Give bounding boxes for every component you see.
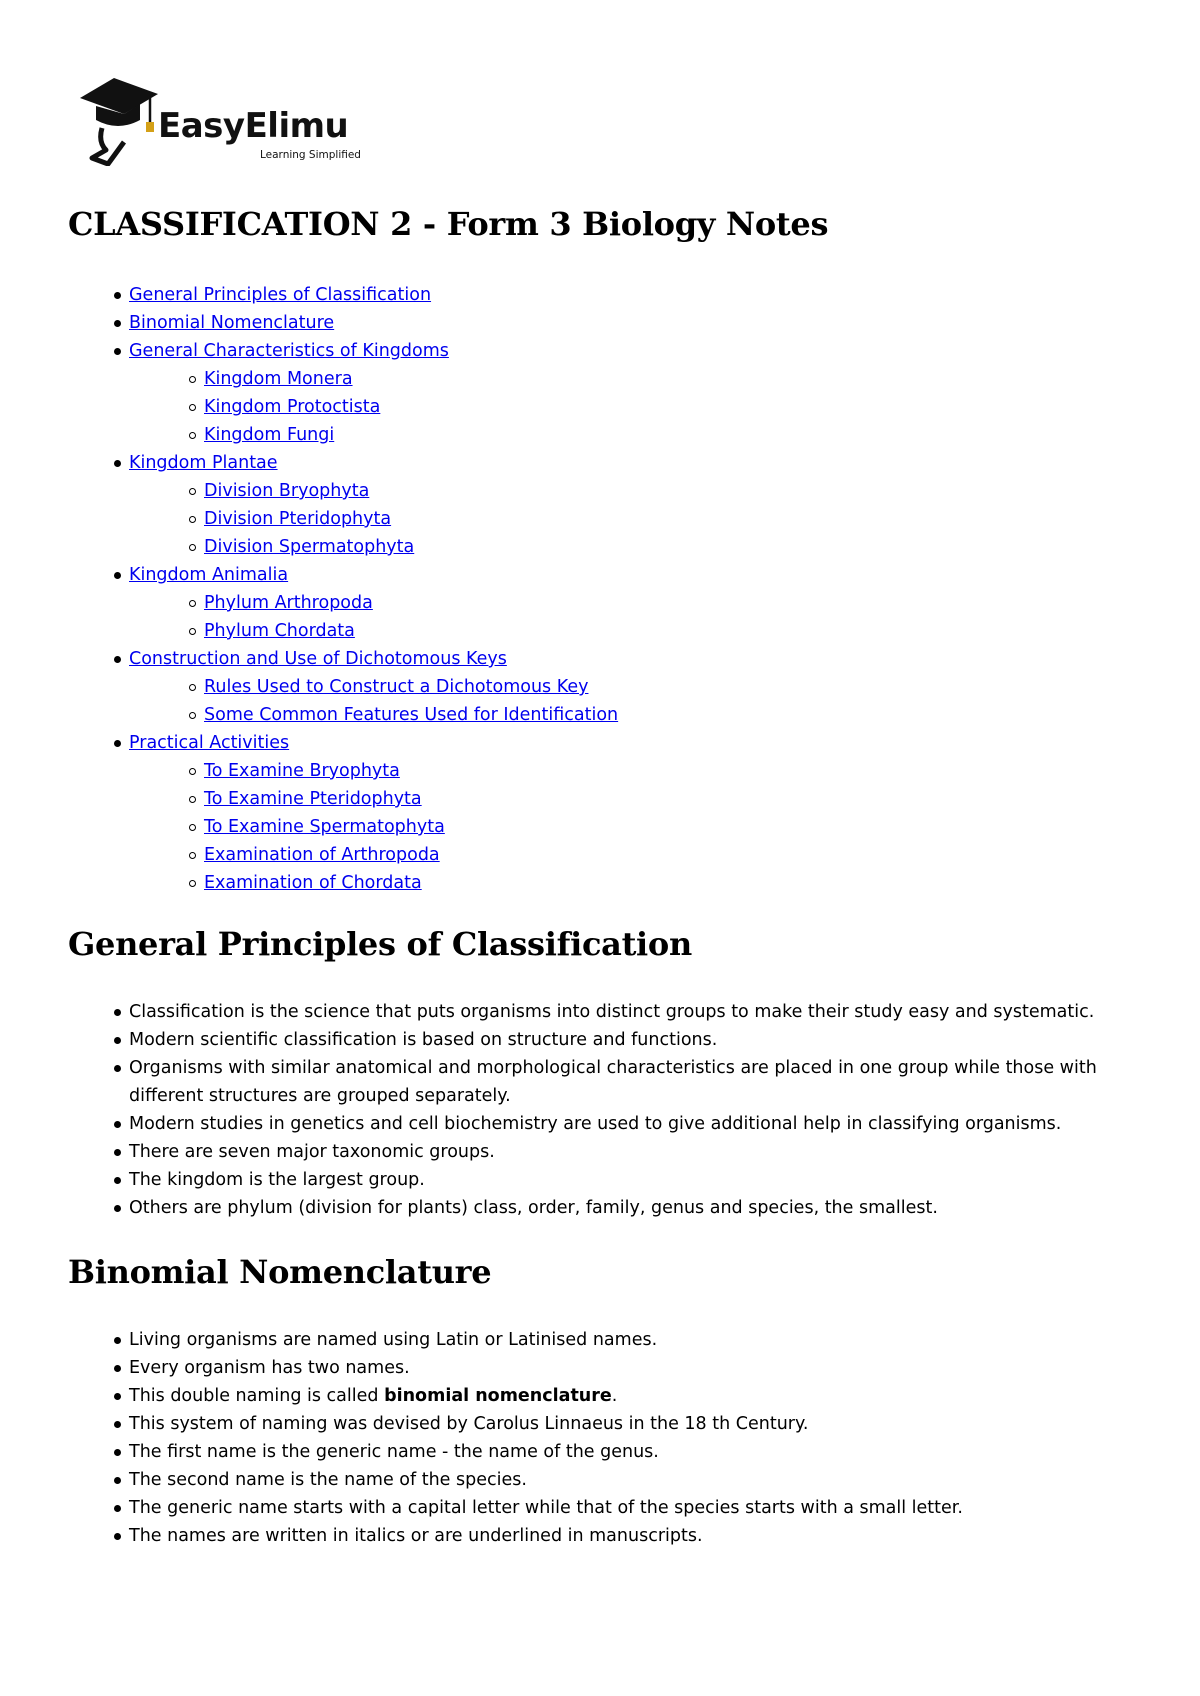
toc-sublist [189,673,618,729]
toc-subitem [189,617,618,645]
toc-subitem [189,673,618,701]
list-item: Organisms with similar anatomical and morphological characteristics are placed in one group while those with different structures are grouped separately. [114,1054,1174,1110]
toc-subitem [189,533,618,561]
toc-subitem [189,589,618,617]
page-title: CLASSIFICATION 2 - Form 3 Biology Notes [68,205,829,243]
logo [78,76,398,166]
toc-subitem [189,841,618,869]
section-heading-binomial: Binomial Nomenclature [68,1253,492,1291]
section-heading-principles: General Principles of Classification [68,925,692,963]
toc-item [114,309,618,337]
toc-sublink[interactable]: Division Bryophyta [204,481,370,501]
toc-subitem [189,869,618,897]
toc-subitem [189,785,618,813]
list-item [114,1382,1174,1410]
toc-item [114,337,618,449]
toc-subitem [189,393,618,421]
list-item: The names are written in italics or are underlined in manuscripts. [114,1522,1174,1550]
toc-item [114,561,618,645]
toc-sublink[interactable]: Division Spermatophyta [204,537,415,557]
toc-sublist [189,589,618,645]
list-item: Every organism has two names. [114,1354,1174,1382]
binomial-list [114,1326,1174,1550]
toc-sublink[interactable]: Kingdom Fungi [204,425,335,445]
list-item: Living organisms are named using Latin or Latinised names. [114,1326,1174,1354]
toc-subitem [189,365,618,393]
toc-link[interactable]: Practical Activities [129,733,290,753]
toc-sublink[interactable]: Kingdom Protoctista [204,397,381,417]
toc-link[interactable]: General Characteristics of Kingdoms [129,341,449,361]
list-item: The first name is the generic name - the name of the genus. [114,1438,1174,1466]
brand-tagline: Learning Simplified [260,149,361,161]
list-item: Modern studies in genetics and cell biochemistry are used to give additional help in classifying organisms. [114,1110,1174,1138]
toc-sublink[interactable]: To Examine Bryophyta [204,761,400,781]
toc-item [114,281,618,309]
list-item: There are seven major taxonomic groups. [114,1138,1174,1166]
toc-sublink[interactable]: Examination of Chordata [204,873,422,893]
toc-sublink[interactable]: Examination of Arthropoda [204,845,440,865]
toc-subitem [189,813,618,841]
list-item: The generic name starts with a capital letter while that of the species starts with a small letter. [114,1494,1174,1522]
bold-term: binomial nomenclature [384,1386,612,1406]
toc-link[interactable]: Binomial Nomenclature [129,313,335,333]
toc-sublink[interactable]: Rules Used to Construct a Dichotomous Key [204,677,589,697]
toc-link[interactable]: General Principles of Classification [129,285,432,305]
toc-sublist [189,365,618,449]
toc-sublist [189,757,618,897]
list-item: This system of naming was devised by Carolus Linnaeus in the 18 th Century. [114,1410,1174,1438]
principles-list [114,998,1174,1222]
toc-subitem [189,505,618,533]
toc-sublink[interactable]: To Examine Pteridophyta [204,789,422,809]
list-item: The kingdom is the largest group. [114,1166,1174,1194]
toc-link[interactable]: Kingdom Plantae [129,453,278,473]
text-segment: . [611,1386,618,1406]
list-item: Others are phylum (division for plants) class, order, family, genus and species, the smallest. [114,1194,1174,1222]
brand-name: EasyElimu [158,106,349,146]
toc-subitem [189,477,618,505]
toc-subitem [189,757,618,785]
toc-link[interactable]: Construction and Use of Dichotomous Keys [129,649,507,669]
table-of-contents [114,281,618,897]
list-item: Modern scientific classification is based on structure and functions. [114,1026,1174,1054]
toc-item [114,645,618,729]
toc-subitem [189,421,618,449]
text-segment: This double naming is called [129,1386,385,1406]
toc-sublink[interactable]: To Examine Spermatophyta [204,817,445,837]
toc-item [114,449,618,561]
toc-sublink[interactable]: Kingdom Monera [204,369,353,389]
list-item: The second name is the name of the species. [114,1466,1174,1494]
list-item: Classification is the science that puts organisms into distinct groups to make their study easy and systematic. [114,998,1174,1026]
toc-sublink[interactable]: Division Pteridophyta [204,509,392,529]
toc-sublink[interactable]: Some Common Features Used for Identification [204,705,619,725]
toc-sublist [189,477,618,561]
toc-item [114,729,618,897]
graduation-cap-icon [78,76,160,166]
toc-link[interactable]: Kingdom Animalia [129,565,289,585]
toc-sublink[interactable]: Phylum Chordata [204,621,355,641]
toc-subitem [189,701,618,729]
toc-sublink[interactable]: Phylum Arthropoda [204,593,373,613]
